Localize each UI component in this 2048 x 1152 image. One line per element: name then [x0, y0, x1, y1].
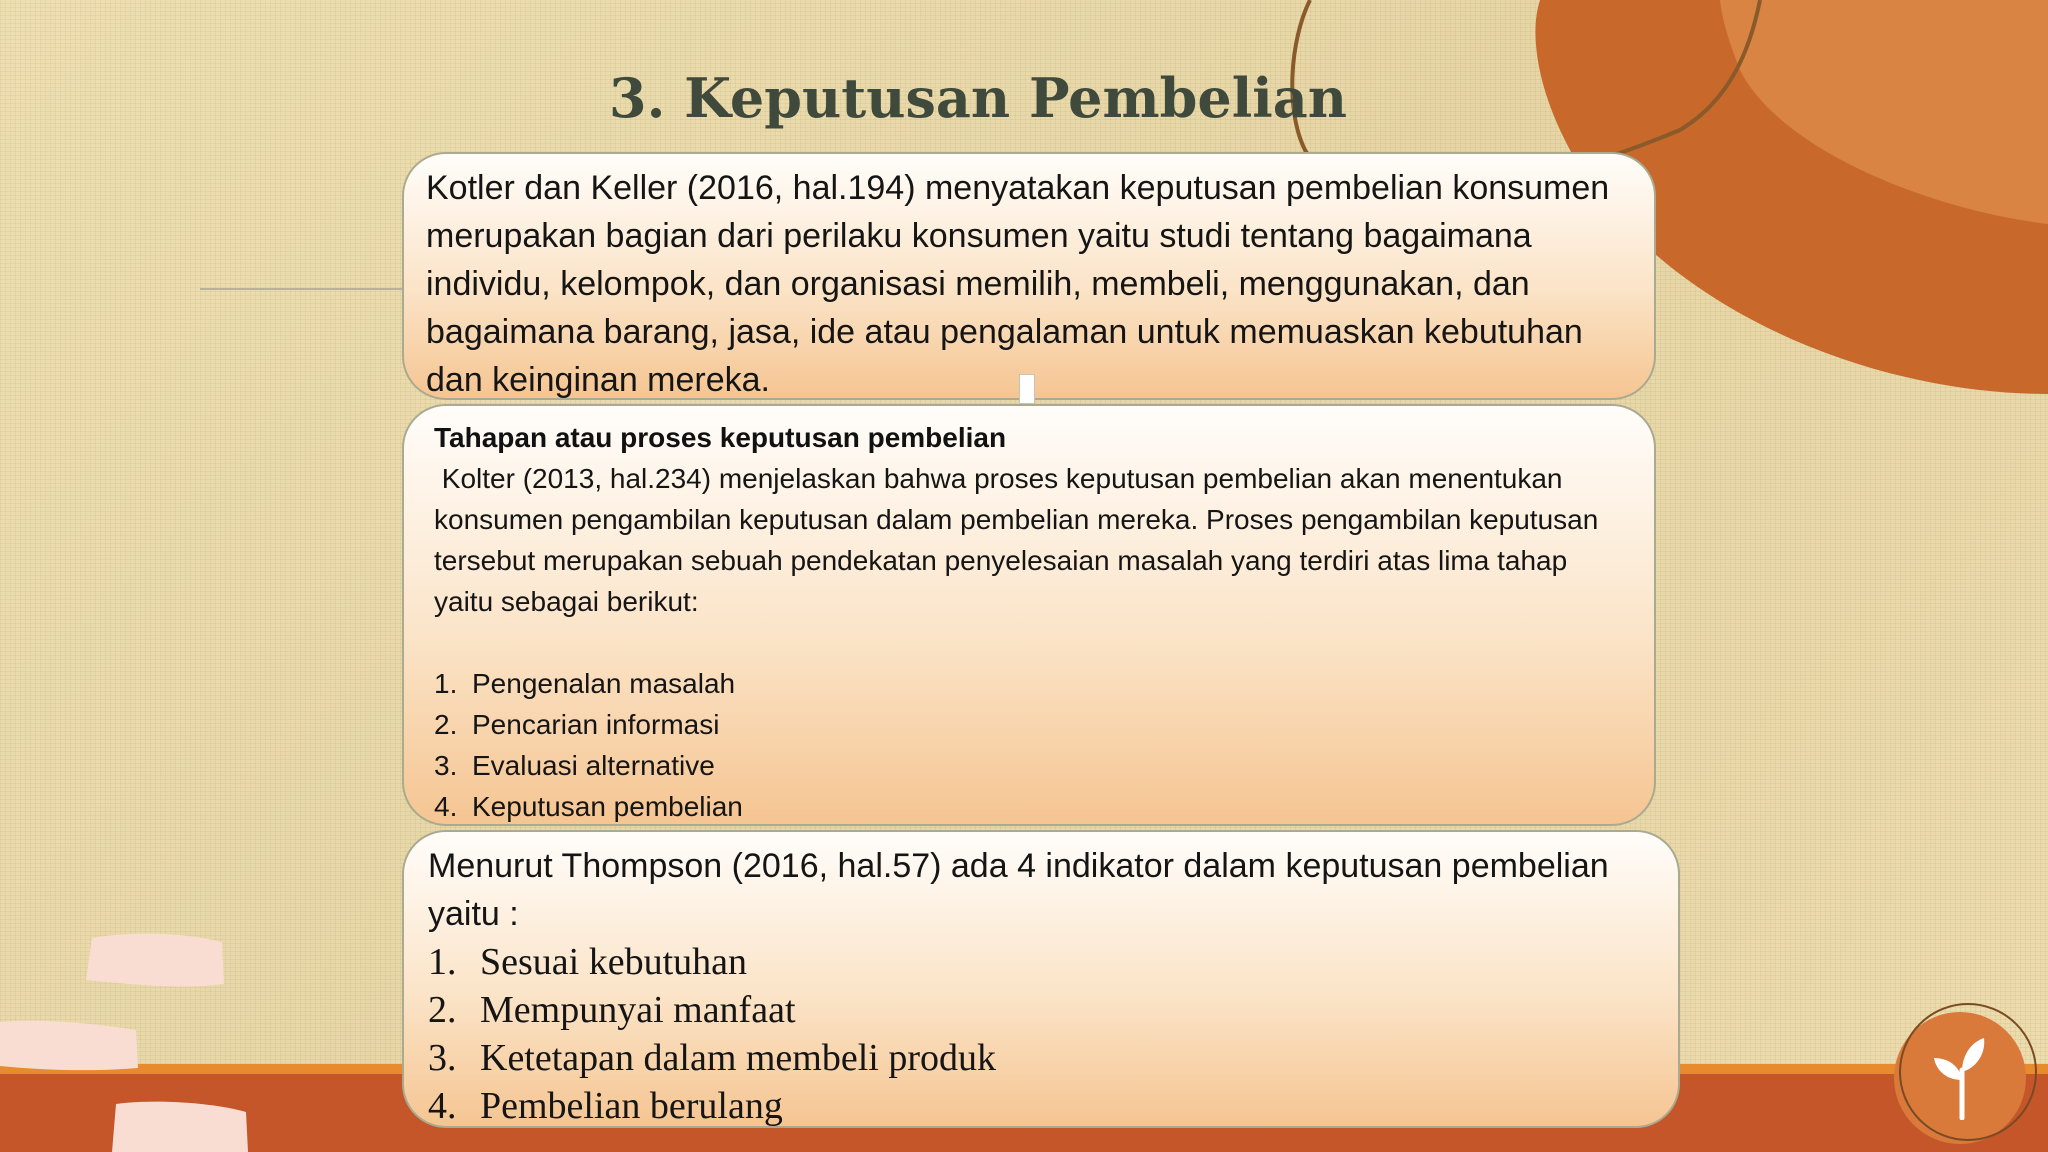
list-item-number: 1.	[434, 668, 458, 699]
list-item	[434, 663, 1626, 704]
list-item	[428, 1034, 1654, 1082]
list-item	[434, 704, 1626, 745]
list-item-label: Sesuai kebutuhan	[480, 941, 748, 983]
list-item-label: Evaluasi alternative	[472, 750, 715, 781]
list-item-number: 4.	[434, 791, 458, 822]
list-item-number: 2.	[434, 709, 458, 740]
pink-stroke-1	[86, 934, 224, 987]
sprout-icon	[1932, 1036, 1992, 1120]
list-item	[428, 1082, 1654, 1130]
indicator-intro: Menurut Thompson (2016, hal.57) ada 4 indikator dalam keputusan pembelian yaitu :	[428, 847, 1609, 933]
list-item-number: 3.	[434, 750, 458, 781]
list-item	[434, 745, 1626, 786]
process-steps-list	[434, 663, 1626, 827]
pink-stroke-3	[112, 1102, 248, 1152]
list-item-label: Pembelian berulang	[480, 1085, 783, 1127]
list-item-label: Mempunyai manfaat	[480, 989, 796, 1031]
process-box	[402, 404, 1656, 826]
list-item	[434, 786, 1626, 827]
list-item	[428, 938, 1654, 986]
list-item-label: Ketetapan dalam membeli produk	[480, 1037, 996, 1079]
definition-box	[402, 152, 1656, 400]
list-item	[428, 986, 1654, 1034]
list-item-number: 3.	[428, 1037, 457, 1079]
list-item-number: 4.	[428, 1085, 457, 1127]
list-item-number: 1.	[428, 941, 457, 983]
definition-text: Kotler dan Keller (2016, hal.194) menyatakan keputusan pembelian konsumen merupakan bagian dari perilaku konsumen yaitu studi tentang bagaimana individu, kelompok, dan organisasi memilih, membeli, menggunakan, dan bagaimana barang, jasa, ide atau pengalaman untuk memuaskan kebutuhan dan keinginan mereka.	[426, 169, 1610, 399]
list-item-label: Pencarian informasi	[472, 709, 720, 740]
process-text: Kolter (2013, hal.234) menjelaskan bahwa proses keputusan pembelian akan menentukan konsumen pengambilan keputusan dalam pembelian mereka. Proses pengambilan keputusan tersebut merupakan sebuah pendekatan penyelesaian masalah yang terdiri atas lima tahap yaitu sebagai berikut:	[434, 463, 1607, 617]
page-title: 3. Keputusan Pembelian	[609, 66, 1347, 130]
pink-stroke-2	[0, 1021, 138, 1070]
list-item-label: Keputusan pembelian	[472, 791, 743, 822]
list-item-number: 2.	[428, 989, 457, 1031]
indicator-box	[402, 830, 1680, 1128]
list-item-label: Pengenalan masalah	[472, 668, 736, 699]
indicator-list	[428, 938, 1654, 1130]
process-heading: Tahapan atau proses keputusan pembelian	[434, 422, 1007, 453]
resize-handle[interactable]	[1019, 374, 1035, 404]
